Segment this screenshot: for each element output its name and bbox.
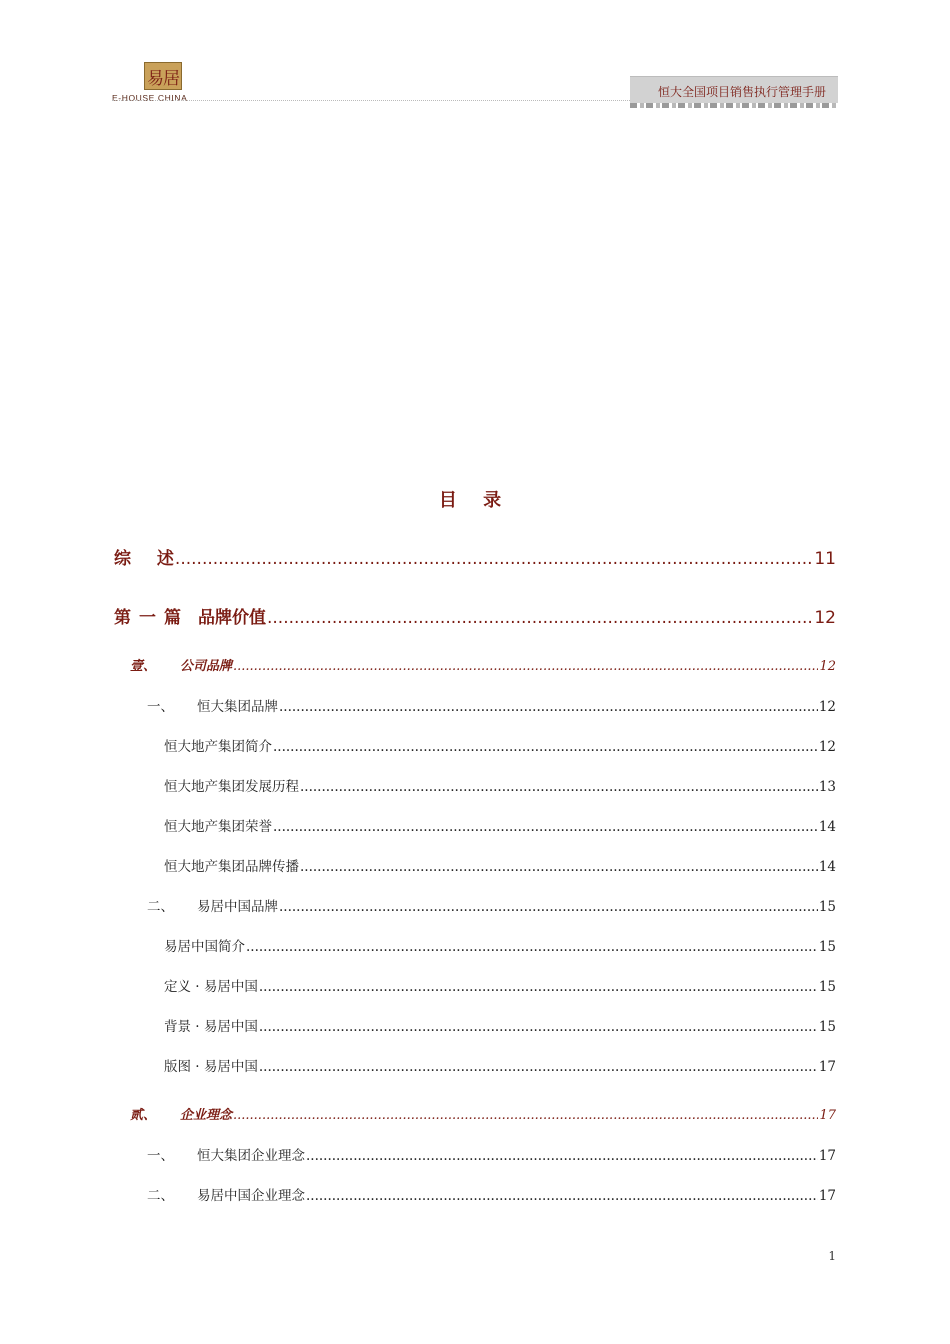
toc-entry-label: 恒大地产集团简介 <box>164 739 272 755</box>
logo-text: E-HOUSE CHINA <box>112 93 188 103</box>
toc-entry[interactable] <box>130 655 836 674</box>
toc-entry-number: 第一篇 <box>114 608 189 628</box>
toc-entry-label: 版图 · 易居中国 <box>164 1059 258 1075</box>
toc-entry[interactable] <box>147 1144 836 1164</box>
toc-entry-label: 背景 · 易居中国 <box>164 1019 258 1035</box>
toc-entry[interactable] <box>164 815 836 835</box>
toc-entry-number: 一、 <box>147 1148 174 1164</box>
toc-dot-leader <box>267 608 813 628</box>
toc-entry[interactable] <box>147 1184 836 1204</box>
toc-entry-page: 12 <box>818 739 836 755</box>
toc-entry-label: 易居中国简介 <box>164 939 245 955</box>
toc-entry-page: 14 <box>818 819 836 835</box>
toc-entry-page: 11 <box>814 549 836 569</box>
toc-dot-leader <box>259 1019 818 1035</box>
toc-dot-leader <box>259 979 818 995</box>
company-logo <box>112 62 222 104</box>
toc-entry-label: 定义 · 易居中国 <box>164 979 258 995</box>
toc-entry[interactable] <box>147 895 836 915</box>
toc-entry-number: 贰、 <box>130 1108 157 1123</box>
header-title-box <box>630 76 838 104</box>
toc-entry-label: 易居中国品牌 <box>197 899 278 915</box>
toc-dot-leader <box>273 819 818 835</box>
toc-entry-number: 一、 <box>147 699 174 715</box>
toc-entry[interactable] <box>164 975 836 995</box>
toc-entry[interactable] <box>114 603 836 628</box>
toc-entry-number: 二、 <box>147 1188 174 1204</box>
toc-entry[interactable] <box>164 775 836 795</box>
toc-entry[interactable] <box>147 695 836 715</box>
toc-entry[interactable] <box>164 1015 836 1035</box>
page-number: 1 <box>828 1249 836 1263</box>
toc-entry[interactable] <box>164 735 836 755</box>
toc-entry-page: 12 <box>818 699 836 715</box>
toc-entry-page: 15 <box>818 939 836 955</box>
toc-entry-label: 恒大地产集团发展历程 <box>164 779 299 795</box>
toc-entry-page: 15 <box>818 979 836 995</box>
toc-entry-number: 二、 <box>147 899 174 915</box>
toc-entry-label: 恒大地产集团品牌传播 <box>164 859 299 875</box>
toc-entry-label: 恒大地产集团荣誉 <box>164 819 272 835</box>
toc-entry-label: 公司品牌 <box>180 659 233 674</box>
toc-dot-leader <box>246 939 818 955</box>
toc-entry-page: 13 <box>818 779 836 795</box>
toc-entry[interactable] <box>164 1055 836 1075</box>
toc-entry-label: 企业理念 <box>180 1108 233 1123</box>
toc-dot-leader <box>306 1148 818 1164</box>
toc-entry-page: 14 <box>818 859 836 875</box>
toc-dot-leader <box>300 779 818 795</box>
toc-entry-page: 12 <box>819 659 836 674</box>
toc-entry-page: 15 <box>818 899 836 915</box>
header-decor-strip <box>630 103 838 108</box>
logo-mark-icon: 易居 <box>144 62 182 90</box>
toc-entry-label: 恒大集团品牌 <box>197 699 278 715</box>
toc-entry[interactable] <box>114 544 836 569</box>
toc-dot-leader <box>273 739 818 755</box>
toc-entry-number: 壹、 <box>130 659 157 674</box>
toc-title: 目 录 <box>438 490 512 511</box>
toc-dot-leader <box>279 899 818 915</box>
toc-entry-label: 易居中国企业理念 <box>197 1188 305 1204</box>
toc-dot-leader <box>233 659 818 674</box>
toc-entry-page: 17 <box>818 1059 836 1075</box>
toc-dot-leader <box>175 549 813 569</box>
toc-entry-number: 综 述 <box>114 549 184 569</box>
toc-entry-page: 17 <box>819 1108 836 1123</box>
toc-entry-page: 17 <box>818 1188 836 1204</box>
toc-dot-leader <box>233 1108 818 1123</box>
document-title: 恒大全国项目销售执行管理手册 <box>657 85 826 99</box>
toc-entry[interactable] <box>164 935 836 955</box>
toc-entry-label: 恒大集团企业理念 <box>197 1148 305 1164</box>
toc-entry[interactable] <box>164 855 836 875</box>
toc-entry-label: 品牌价值 <box>198 608 266 628</box>
toc-entry-page: 17 <box>818 1148 836 1164</box>
toc-entry[interactable] <box>130 1104 836 1123</box>
toc-dot-leader <box>300 859 818 875</box>
toc-entry-page: 15 <box>818 1019 836 1035</box>
toc-dot-leader <box>306 1188 818 1204</box>
toc-dot-leader <box>279 699 818 715</box>
toc-entry-page: 12 <box>814 608 836 628</box>
toc-dot-leader <box>259 1059 818 1075</box>
